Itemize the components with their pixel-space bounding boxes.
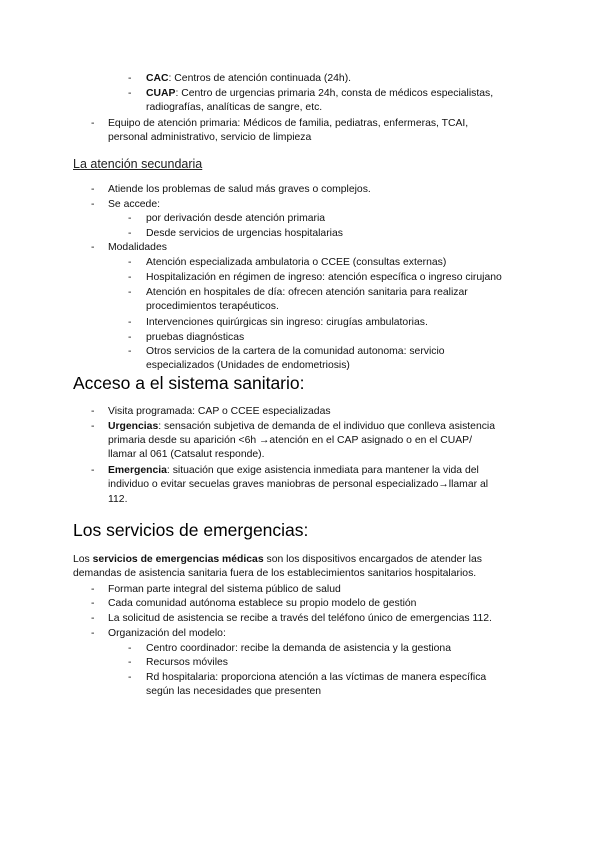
- list-item-equipo: Equipo de atención primaria: Médicos de familia, pediatras, enfermeras, TCAI,: [108, 118, 469, 129]
- bullet-dash: -: [128, 672, 132, 683]
- bullet-dash: -: [128, 73, 132, 84]
- bullet-dash: -: [128, 317, 132, 328]
- bullet-dash: -: [128, 332, 132, 343]
- sub-list-item: por derivación desde atención primaria: [146, 213, 326, 224]
- bullet-dash: -: [128, 213, 132, 224]
- list-item: Se accede:: [108, 199, 160, 210]
- sub-list-item: Otros servicios de la cartera de la comunidad autonoma: servicio: [146, 346, 445, 357]
- list-item: Atiende los problemas de salud más graves o complejos.: [108, 184, 371, 195]
- bullet-dash: -: [128, 287, 132, 298]
- list-item-urgencias: Urgencias: sensación subjetiva de demanda de el individuo que conlleva asistencia: [108, 421, 496, 432]
- section-heading-emergencias: Los servicios de emergencias:: [73, 520, 309, 540]
- sub-list-item: Desde servicios de urgencias hospitalarias: [146, 228, 343, 239]
- list-item-emergencia-cont: individuo o evitar secuelas graves maniobras de personal especializado→llamar al: [108, 479, 489, 490]
- list-item: Forman parte integral del sistema público de salud: [108, 584, 341, 595]
- sub-list-item: Atención en hospitales de día: ofrecen atención sanitaria para realizar: [146, 287, 468, 298]
- sub-list-item: Centro coordinador: recibe la demanda de asistencia y la gestiona: [146, 643, 451, 654]
- list-item-emergencia: Emergencia: situación que exige asistencia inmediata para mantener la vida del: [108, 465, 479, 476]
- bullet-dash: -: [128, 228, 132, 239]
- list-item: Visita programada: CAP o CCEE especializadas: [108, 406, 331, 417]
- sub-list-item: Rd hospitalaria: proporciona atención a las víctimas de manera específica: [146, 672, 487, 683]
- list-item-urgencias-cont: llamar al 061 (Catsalut responde).: [108, 449, 265, 460]
- list-item: Modalidades: [108, 242, 167, 253]
- bullet-dash: -: [91, 199, 95, 210]
- bullet-dash: -: [91, 406, 95, 417]
- sub-list-item: Hospitalización en régimen de ingreso: atención específica o ingreso cirujano: [146, 272, 502, 283]
- list-item-emergencia-cont: 112.: [108, 494, 128, 505]
- list-item-urgencias-cont: primaria desde su aparición <6h →atención en el CAP asignado o en el CUAP/: [108, 435, 472, 446]
- list-item: Cada comunidad autónoma establece su propio modelo de gestión: [108, 598, 417, 609]
- paragraph-intro: Los servicios de emergencias médicas son los dispositivos encargados de atender las: [73, 554, 482, 565]
- bullet-dash: -: [91, 421, 95, 432]
- bullet-dash: -: [128, 346, 132, 357]
- sub-list-item: Recursos móviles: [146, 657, 228, 668]
- list-item: La solicitud de asistencia se recibe a través del teléfono único de emergencias 112.: [108, 613, 492, 624]
- bullet-dash: -: [91, 118, 95, 129]
- section-heading-acceso: Acceso a el sistema sanitario:: [73, 373, 305, 393]
- bullet-dash: -: [128, 657, 132, 668]
- bullet-dash: -: [91, 184, 95, 195]
- list-item-cuap-cont: radiografías, analíticas de sangre, etc.: [146, 102, 323, 113]
- list-item-cac: CAC: Centros de atención continuada (24h).: [146, 73, 352, 84]
- bullet-dash: -: [91, 465, 95, 476]
- sub-list-item-cont: especializados (Unidades de endometriosis): [146, 360, 350, 371]
- bullet-dash: -: [91, 242, 95, 253]
- list-item: Organización del modelo:: [108, 628, 226, 639]
- sub-list-item: Intervenciones quirúrgicas sin ingreso: cirugías ambulatorias.: [146, 317, 428, 328]
- sub-list-item: Atención especializada ambulatoria o CCEE (consultas externas): [146, 257, 447, 268]
- bullet-dash: -: [128, 643, 132, 654]
- bullet-dash: -: [128, 88, 132, 99]
- bullet-dash: -: [91, 613, 95, 624]
- paragraph-intro-cont: demandas de asistencia sanitaria fuera de los establecimientos sanitarios hospitalarios.: [73, 568, 477, 579]
- bullet-dash: -: [91, 628, 95, 639]
- bullet-dash: -: [91, 598, 95, 609]
- list-item-equipo-cont: personal administrativo, servicio de limpieza: [108, 132, 312, 143]
- sub-list-item: pruebas diagnósticas: [146, 332, 245, 343]
- sub-list-item-cont: procedimientos terapéuticos.: [146, 301, 279, 312]
- bullet-dash: -: [128, 257, 132, 268]
- list-item-cuap: CUAP: Centro de urgencias primaria 24h, consta de médicos especialistas,: [146, 88, 494, 99]
- bullet-dash: -: [128, 272, 132, 283]
- sub-list-item-cont: según las necesidades que presenten: [146, 686, 322, 697]
- bullet-dash: -: [91, 584, 95, 595]
- section-heading-secundaria: La atención secundaria: [73, 157, 203, 171]
